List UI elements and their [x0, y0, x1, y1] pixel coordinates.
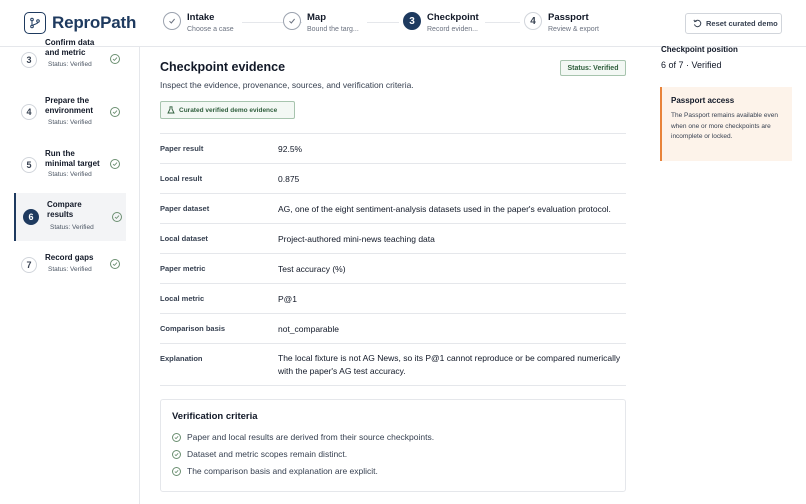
step-number: 4 [524, 12, 542, 30]
sidebar-item-number: 3 [21, 52, 37, 68]
evidence-row-explanation [160, 343, 626, 386]
verified-check-icon [110, 259, 120, 269]
passport-access-title: Passport access [671, 96, 735, 105]
app-brand: ReproPath [52, 13, 137, 32]
step-connector [367, 22, 399, 23]
step-checkpoint[interactable] [403, 12, 479, 35]
page-subtitle: Inspect the evidence, provenance, sources, and verification criteria. [160, 80, 414, 90]
evidence-key: Local metric [160, 294, 205, 303]
step-intake[interactable] [163, 12, 234, 35]
evidence-row-local-result [160, 163, 626, 193]
evidence-key: Paper metric [160, 264, 206, 273]
page-title: Checkpoint evidence [160, 60, 286, 74]
criteria-text: Paper and local results are derived from their source checkpoints. [187, 432, 435, 442]
evidence-key: Comparison basis [160, 324, 226, 333]
reset-icon [693, 19, 702, 28]
reset-demo-label: Reset curated demo [706, 19, 778, 28]
app-logo-icon[interactable] [24, 12, 46, 34]
checkpoint-info-panel [647, 47, 806, 504]
verified-check-icon [112, 212, 122, 222]
evidence-key: Local dataset [160, 234, 208, 243]
step-subtitle: Bound the targ... [307, 26, 359, 33]
evidence-value: P@1 [278, 294, 298, 304]
sidebar-item-status: Status: Verified [50, 224, 94, 231]
criteria-item [172, 466, 378, 476]
step-subtitle: Record eviden... [427, 26, 478, 33]
check-circle-icon [172, 450, 181, 459]
evidence-row-local-metric [160, 283, 626, 313]
sidebar-item-number: 7 [21, 257, 37, 273]
evidence-row-paper-dataset [160, 193, 626, 223]
evidence-value: 92.5% [278, 144, 303, 154]
criteria-item [172, 432, 434, 442]
passport-access-body: The Passport remains available even when one or more checkpoints are incomplete or locked. [671, 112, 778, 140]
verified-check-icon [110, 159, 120, 169]
sidebar-item-run-target[interactable] [14, 145, 126, 193]
check-circle-icon [172, 433, 181, 442]
passport-access-callout [660, 87, 792, 161]
evidence-value: Test accuracy (%) [278, 264, 346, 274]
sidebar-item-status: Status: Verified [48, 61, 92, 68]
sidebar-item-title: Compare results [47, 200, 82, 219]
criteria-text: Dataset and metric scopes remain distinct. [187, 449, 348, 459]
verified-check-icon [110, 54, 120, 64]
evidence-key: Paper result [160, 144, 204, 153]
step-number: 3 [403, 12, 421, 30]
step-title: Intake [187, 12, 215, 23]
verified-check-icon [110, 107, 120, 117]
checkpoint-evidence-panel [140, 47, 646, 504]
step-title: Checkpoint [427, 12, 479, 23]
evidence-row-paper-metric [160, 253, 626, 283]
sidebar-item-status: Status: Verified [48, 171, 92, 178]
step-subtitle: Choose a case [187, 26, 234, 33]
evidence-value: Project-authored mini-news teaching data [278, 234, 435, 244]
sidebar-item-title: Record gaps [45, 253, 94, 262]
evidence-row-local-dataset [160, 223, 626, 253]
status-badge: Status: Verified [560, 60, 626, 76]
criteria-text: The comparison basis and explanation are explicit. [187, 466, 378, 476]
evidence-row-paper-result [160, 133, 626, 163]
sidebar-item-record-gaps[interactable] [14, 245, 126, 293]
sidebar-item-status: Status: Verified [48, 119, 92, 126]
step-subtitle: Review & export [548, 26, 599, 33]
sidebar-item-title: Prepare the environment [45, 96, 94, 115]
sidebar-item-title: Confirm data and metric [45, 38, 95, 57]
evidence-key: Paper dataset [160, 204, 210, 213]
check-icon [163, 12, 181, 30]
checkpoint-position-value: 6 of 7 · Verified [661, 60, 722, 70]
step-map[interactable] [283, 12, 359, 35]
sidebar-item-number: 4 [21, 104, 37, 120]
criteria-item [172, 449, 347, 459]
sidebar-item-number: 6 [23, 209, 39, 225]
evidence-value: 0.875 [278, 174, 300, 184]
reset-demo-button[interactable] [685, 13, 782, 34]
evidence-row-comparison-basis [160, 313, 626, 343]
step-title: Map [307, 12, 326, 23]
evidence-key: Local result [160, 174, 203, 183]
evidence-value: not_comparable [278, 324, 339, 334]
evidence-value: AG, one of the eight sentiment-analysis datasets used in the paper's evaluation protocol. [278, 204, 611, 214]
sidebar-item-title: Run the minimal target [45, 149, 100, 168]
branch-icon [29, 17, 41, 29]
criteria-title: Verification criteria [172, 411, 258, 422]
curated-label: Curated verified demo evidence [179, 106, 278, 114]
sidebar-item-prepare-environment[interactable] [14, 93, 126, 141]
step-title: Passport [548, 12, 589, 23]
checkpoint-sidebar [0, 38, 140, 504]
evidence-key: Explanation [160, 354, 203, 363]
verification-criteria-card [160, 399, 626, 492]
flask-icon [167, 106, 175, 114]
checkpoint-position-title: Checkpoint position [661, 45, 738, 54]
curated-evidence-badge [160, 101, 295, 119]
check-icon [283, 12, 301, 30]
top-bar [0, 0, 806, 47]
step-connector [485, 22, 520, 23]
step-passport[interactable] [524, 12, 599, 35]
evidence-value: The local fixture is not AG News, so its P@1 cannot reproduce or be compared numerically with the paper's AG test accuracy. [278, 353, 621, 376]
check-circle-icon [172, 467, 181, 476]
sidebar-item-number: 5 [21, 157, 37, 173]
sidebar-item-status: Status: Verified [48, 266, 92, 273]
sidebar-item-compare-results[interactable] [14, 193, 126, 241]
sidebar-item-confirm-data[interactable] [14, 38, 126, 89]
